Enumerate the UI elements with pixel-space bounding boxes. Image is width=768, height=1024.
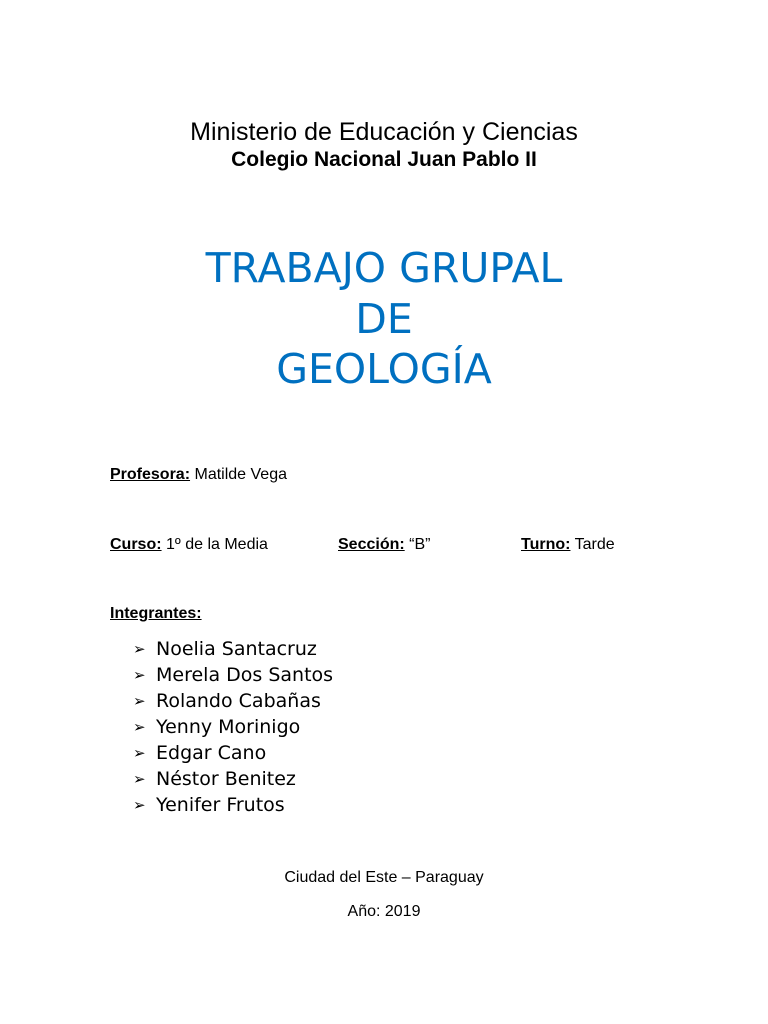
course-label: Curso: (110, 536, 162, 553)
arrowhead-bullet-icon: ➢ (133, 692, 146, 710)
teacher-value: Matilde Vega (194, 466, 287, 483)
shift-label: Turno: (521, 536, 571, 553)
member-name: Yenny Morinigo (156, 716, 301, 738)
arrowhead-bullet-icon: ➢ (133, 770, 146, 788)
members-list (133, 636, 333, 818)
member-name: Rolando Cabañas (156, 690, 321, 712)
document-title-line-3: GEOLOGÍA (276, 345, 492, 393)
course-value: 1º de la Media (166, 536, 268, 553)
list-item (133, 636, 333, 662)
school-heading: Colegio Nacional Juan Pablo II (231, 148, 537, 171)
list-item (133, 792, 333, 818)
shift-value: Tarde (574, 536, 615, 553)
shift-field (521, 535, 615, 555)
members-field (110, 604, 202, 624)
year-line: Año: 2019 (347, 903, 421, 920)
arrowhead-bullet-icon: ➢ (133, 744, 146, 762)
member-name: Merela Dos Santos (156, 664, 334, 686)
list-item (133, 662, 333, 688)
arrowhead-bullet-icon: ➢ (133, 718, 146, 736)
list-item (133, 766, 333, 792)
member-name: Yenifer Frutos (156, 794, 285, 816)
member-name: Edgar Cano (156, 742, 267, 764)
section-label: Sección: (338, 536, 405, 553)
arrowhead-bullet-icon: ➢ (133, 666, 146, 684)
document-title-line-1: TRABAJO GRUPAL (205, 244, 563, 292)
section-field (338, 535, 430, 555)
teacher-field (110, 465, 287, 485)
ministry-heading: Ministerio de Educación y Ciencias (190, 118, 578, 146)
arrowhead-bullet-icon: ➢ (133, 640, 146, 658)
course-field (110, 535, 268, 555)
arrowhead-bullet-icon: ➢ (133, 796, 146, 814)
city-line: Ciudad del Este – Paraguay (284, 869, 484, 886)
member-name: Noelia Santacruz (156, 638, 317, 660)
list-item (133, 688, 333, 714)
document-title-line-2: DE (355, 295, 413, 343)
members-label: Integrantes: (110, 605, 202, 622)
list-item (133, 740, 333, 766)
teacher-label: Profesora: (110, 466, 191, 483)
section-value: “B” (409, 536, 431, 553)
member-name: Néstor Benitez (156, 768, 296, 790)
list-item (133, 714, 333, 740)
